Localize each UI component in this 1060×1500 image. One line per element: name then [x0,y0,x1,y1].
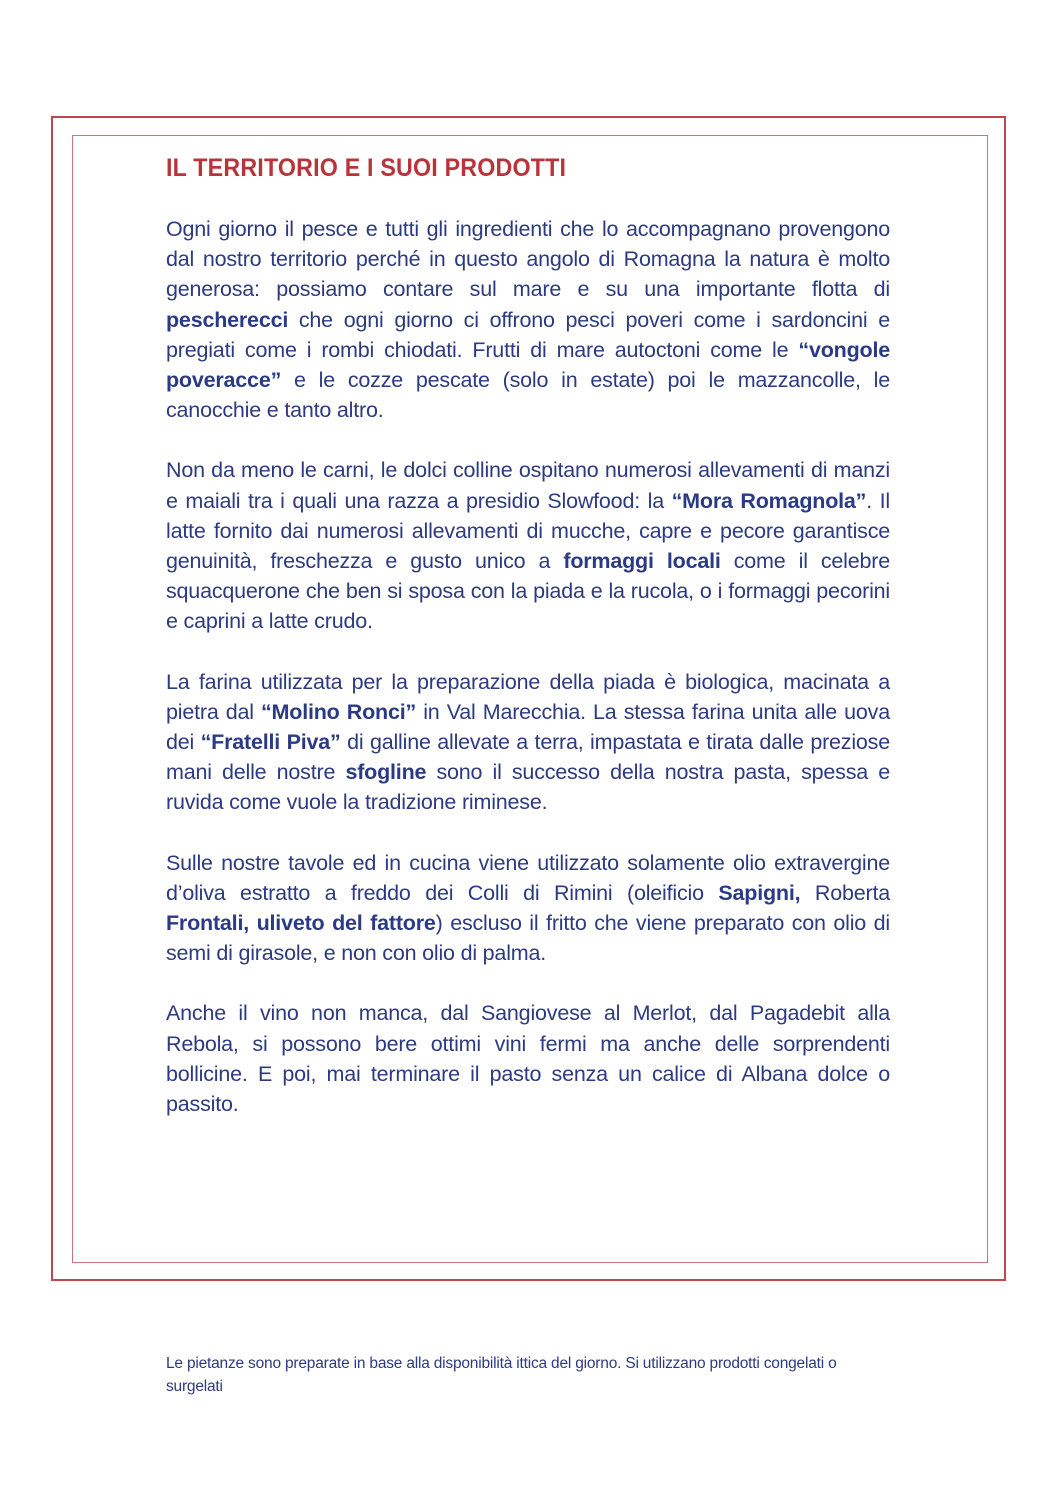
highlighted-term: “vongole poveracce” [166,337,890,393]
paragraph [166,848,890,969]
paragraph [166,998,890,1119]
body-text [166,214,890,1149]
paragraph-text: ) escluso il fritto che viene preparato con olio di semi di girasole, e non con olio di palma. [166,911,890,966]
highlighted-term: pescherecci [166,307,289,332]
paragraph [166,214,890,425]
paragraph-text: Non da meno le carni, le dolci colline ospitano numerosi allevamenti di manzi e maiali tra i quali una razza a presidio Slowfood: la [166,458,890,513]
highlighted-term: formaggi locali [563,549,721,574]
paragraph-text: Anche il vino non manca, dal Sangiovese al Merlot, dal Pagadebit alla Rebola, si possono bere ottimi vini fermi ma anche delle sorprendenti bollicine. E poi, mai terminare il pasto senza un calice di Albana dolce o passito. [166,1001,890,1117]
highlighted-term: Sapigni, [718,880,801,905]
paragraph-text: in Val Marecchia. La stessa farina unita alle uova dei [166,699,890,755]
paragraph-text: Sulle nostre tavole ed in cucina viene utilizzato solamente olio extravergine d’oliva estratto a freddo dei Colli di Rimini (oleificio [166,850,890,905]
paragraph-text: di galline allevate a terra, impastata e tirata dalle preziose mani delle nostre [166,730,890,785]
highlighted-term: “Fratelli Piva” [200,730,341,755]
highlighted-term: “Molino Ronci” [261,699,417,724]
highlighted-term: Frontali, uliveto del fattore [166,911,436,936]
paragraph [166,455,890,636]
page-title: IL TERRITORIO E I SUOI PRODOTTI [166,154,567,182]
highlighted-term: sfogline [345,760,427,785]
paragraph-text: come il celebre squacquerone che ben si sposa con la piada e la rucola, o i formaggi pecorini e caprini a latte crudo. [166,549,890,634]
highlighted-term: “Mora Romagnola” [671,488,867,513]
paragraph [166,667,890,818]
footer-note: Le pietanze sono preparate in base alla disponibilità ittica del giorno. Si utilizzano prodotti congelati o surgelati [166,1355,837,1395]
paragraph-text: Ogni giorno il pesce e tutti gli ingredienti che lo accompagnano provengono dal nostro territorio perché in questo angolo di Romagna la natura è molto generosa: possiamo contare sul mare e su una importante flotta di [166,217,890,302]
paragraph-text: e le cozze pescate (solo in estate) poi le mazzancolle, le canocchie e tanto altro. [166,368,890,423]
paragraph-text: La farina utilizzata per la preparazione della piada è biologica, macinata a pietra dal [166,669,890,724]
paragraph-text: Roberta [800,880,890,905]
paragraph-text: sono il successo della nostra pasta, spessa e ruvida come vuole la tradizione riminese. [166,760,891,815]
paragraph-text: che ogni giorno ci offrono pesci poveri come i sardoncini e pregiati come i rombi chiodati. Frutti di mare autoctoni come le [166,307,890,362]
paragraph-text: . Il latte fornito dai numerosi allevamenti di mucche, capre e pecore garantisce genuinità, freschezza e gusto unico a [166,488,890,574]
